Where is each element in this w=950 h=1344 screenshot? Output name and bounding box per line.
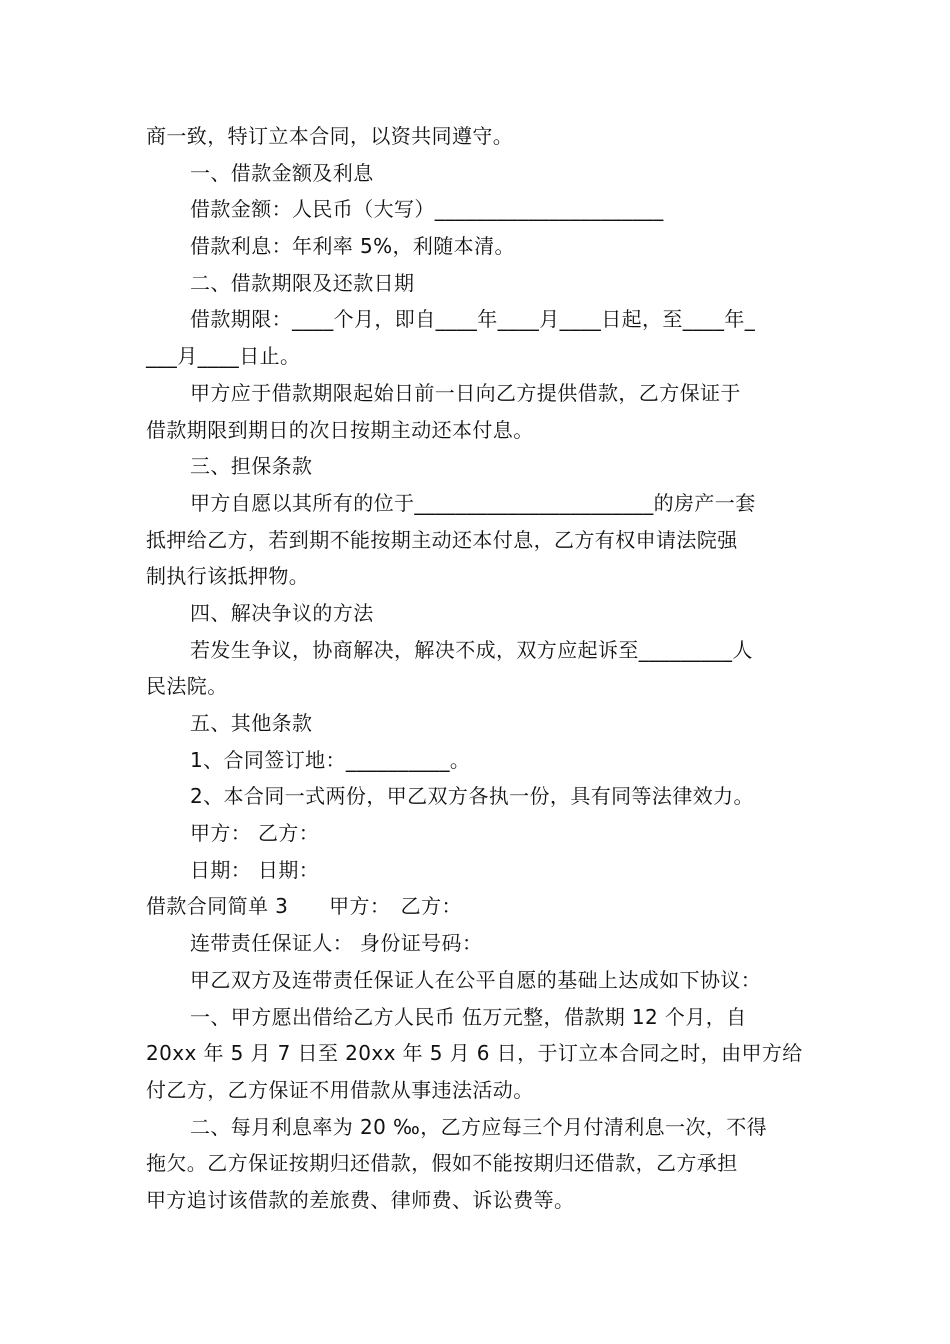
paragraph-line: 借款利息：年利率 5%，利随本清。	[190, 234, 515, 259]
paragraph-line: 付乙方，乙方保证不用借款从事违法活动。	[146, 1077, 534, 1102]
paragraph-line: 商一致，特订立本合同，以资共同遵守。	[146, 124, 514, 148]
paragraph-line: 抵押给乙方，若到期不能按期主动还本付息，乙方有权申请法院强	[146, 527, 738, 552]
paragraph-line: 借款金额：人民币（大写）______________________	[190, 197, 664, 222]
paragraph-line: 民法院。	[146, 674, 228, 699]
document-body	[146, 118, 808, 1219]
paragraph-line: 制执行该抵押物。	[146, 564, 310, 589]
paragraph-line: 若发生争议，协商解决，解决不成，双方应起诉至_________人	[190, 637, 753, 662]
section-heading: 二、借款期限及还款日期	[190, 270, 415, 295]
section-heading: 三、担保条款	[190, 454, 313, 479]
paragraph-line: ___月____日止。	[146, 344, 301, 369]
paragraph-line: 二、每月利息率为 20 ‰，乙方应每三个月付清利息一次，不得	[190, 1114, 767, 1139]
paragraph-line: 20xx 年 5 月 7 日至 20xx 年 5 月 6 日，于订立本合同之时，由甲方给	[146, 1041, 803, 1066]
paragraph-line: 甲方应于借款期限起始日前一日向乙方提供借款，乙方保证于	[190, 380, 741, 405]
section-heading: 四、解决争议的方法	[190, 600, 374, 625]
contract-title-line: 借款合同简单 3 甲方： 乙方：	[146, 894, 462, 919]
date-line: 日期： 日期：	[190, 857, 320, 882]
paragraph-line: 1、合同签订地：__________。	[190, 747, 471, 772]
signature-line: 甲方： 乙方：	[190, 821, 320, 846]
paragraph-line: 借款期限到期日的次日按期主动还本付息。	[146, 417, 534, 442]
section-heading: 一、借款金额及利息	[190, 160, 374, 185]
guarantor-line: 连带责任保证人： 身份证号码：	[190, 931, 483, 956]
paragraph-line: 2、本合同一式两份，甲乙双方各执一份，具有同等法律效力。	[190, 784, 754, 809]
paragraph-line: 一、甲方愿出借给乙方人民币 伍万元整，借款期 12 个月，自	[190, 1004, 747, 1029]
paragraph-line: 甲方自愿以其所有的位于_______________________的房产一套	[190, 490, 756, 515]
paragraph-line: 甲乙双方及连带责任保证人在公平自愿的基础上达成如下协议：	[190, 967, 762, 992]
paragraph-line: 甲方追讨该借款的差旅费、律师费、诉讼费等。	[146, 1187, 575, 1212]
paragraph-line: 拖欠。乙方保证按期归还借款，假如不能按期归还借款，乙方承担	[146, 1151, 738, 1176]
section-heading: 五、其他条款	[190, 711, 313, 735]
paragraph-line: 借款期限：____个月，即自____年____月____日起，至____年_	[190, 307, 756, 332]
